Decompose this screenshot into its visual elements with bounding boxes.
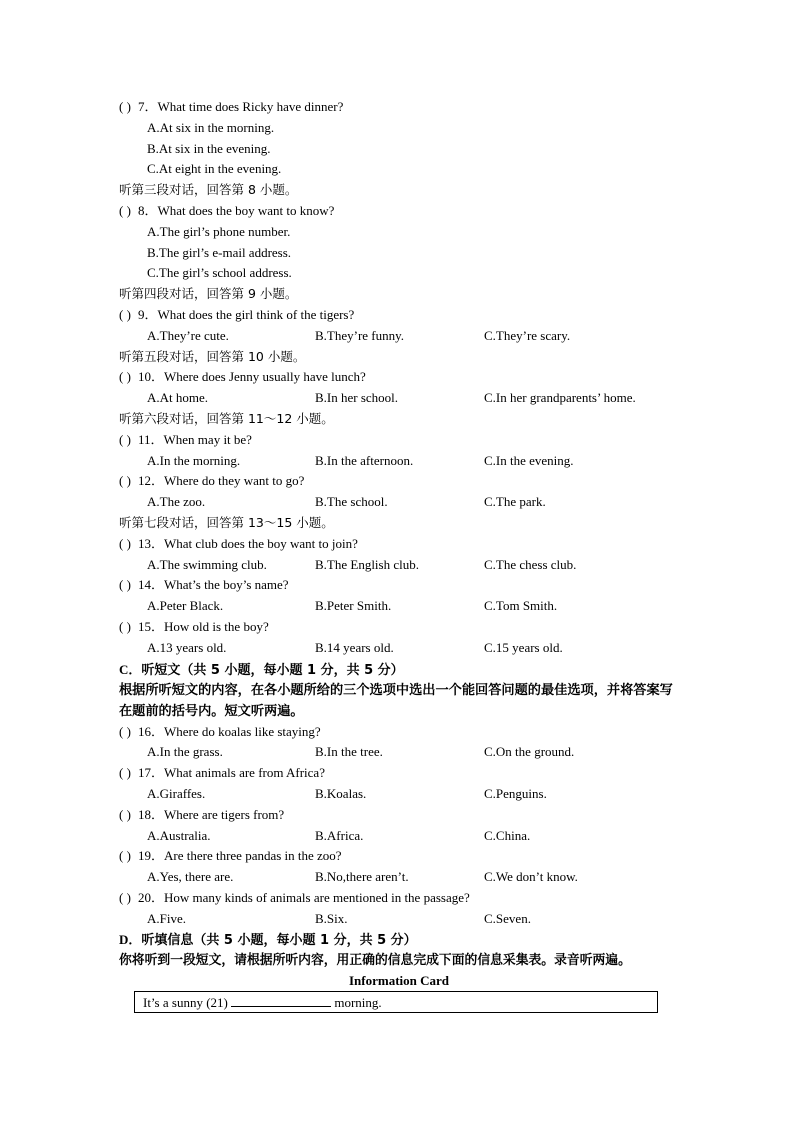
dialog-note: 听第三段对话，回答第 8 小题。 (119, 182, 298, 198)
answer-bracket[interactable]: ( ) (119, 806, 131, 822)
option-c: C.In her grandparents’ home. (484, 390, 636, 406)
question-stem: 20．How many kinds of animals are mentioned in the passage? (138, 889, 470, 905)
options-row (119, 638, 679, 659)
question-17 (119, 763, 679, 784)
option-c: C.The park. (484, 494, 546, 510)
option-c: C.Seven. (484, 910, 531, 926)
option-b: B.The school. (315, 494, 388, 510)
option-a: A.Giraffes. (147, 785, 206, 801)
option-c: C.We don’t know. (484, 869, 578, 885)
dialog-note: 听第五段对话，回答第 10 小题。 (119, 348, 306, 364)
question-7 (119, 97, 679, 118)
dialog-note: 听第六段对话，回答第 11～12 小题。 (119, 410, 334, 426)
question-9 (119, 305, 679, 326)
option-b: B.Six. (315, 910, 348, 926)
answer-bracket[interactable]: ( ) (119, 618, 131, 634)
option-c: C.In the evening. (484, 452, 574, 468)
option-b: B.In her school. (315, 390, 399, 406)
option-a: A.13 years old. (147, 639, 227, 655)
option-a: A.Five. (147, 910, 186, 926)
options-row (119, 326, 679, 347)
option-b: B.No,there aren’t. (315, 869, 409, 885)
option-a: A.Yes, there are. (147, 869, 234, 885)
answer-bracket[interactable]: ( ) (119, 473, 131, 489)
options-row (119, 492, 679, 513)
option-a: A.In the morning. (147, 452, 241, 468)
option-b: B.In the afternoon. (315, 452, 414, 468)
option-a: A.The zoo. (147, 494, 206, 510)
answer-bracket[interactable]: ( ) (119, 369, 131, 385)
question-stem: 13．What club does the boy want to join? (138, 535, 358, 551)
option-c: C.The girl’s school address. (147, 265, 292, 281)
option-c: C.The chess club. (484, 556, 577, 572)
option-c: C.15 years old. (484, 639, 563, 655)
section-c-title (119, 659, 679, 680)
option-c: C.Penguins. (484, 785, 547, 801)
question-stem: 14．What’s the boy’s name? (138, 577, 289, 593)
option-b: B.The girl’s e-mail address. (147, 244, 292, 260)
option-a: A.They’re cute. (147, 327, 229, 343)
question-15 (119, 617, 679, 638)
option-c: C.They’re scary. (484, 327, 571, 343)
option-a: A.In the grass. (147, 744, 223, 760)
section-heading: 听填信息（共 5 小题，每小题 1 分，共 5 分） (141, 933, 417, 949)
options-row (119, 784, 679, 805)
option-a: A.The girl’s phone number. (147, 223, 291, 239)
question-stem: 19．Are there three pandas in the zoo? (138, 848, 342, 864)
answer-bracket[interactable]: ( ) (119, 431, 131, 447)
answer-bracket[interactable]: ( ) (119, 202, 131, 218)
question-stem: 8．What does the boy want to know? (138, 202, 335, 218)
section-d-title (119, 929, 679, 950)
question-13 (119, 534, 679, 555)
information-card (134, 991, 658, 1013)
option-b: B.Koalas. (315, 785, 367, 801)
dialog-note: 听第四段对话，回答第 9 小题。 (119, 286, 298, 302)
options-row (119, 742, 679, 763)
answer-blank-21[interactable] (231, 994, 331, 1007)
option-c: C.China. (484, 827, 531, 843)
option-b: B.Peter Smith. (315, 598, 392, 614)
information-card-title: Information Card (348, 973, 450, 989)
section-label: D． (119, 932, 142, 948)
section-c-instruction: 根据所听短文的内容，在各小题所给的三个选项中选出一个能回答问题的最佳选项，并将答案写在题前的括号内。短文听两遍。 (119, 682, 673, 719)
options-row (119, 596, 679, 617)
option-c: C.On the ground. (484, 744, 575, 760)
answer-bracket[interactable]: ( ) (119, 306, 131, 322)
question-stem: 7．What time does Ricky have dinner? (138, 99, 344, 114)
option-b: B.14 years old. (315, 639, 394, 655)
options-row (119, 388, 679, 409)
answer-bracket[interactable]: ( ) (119, 723, 131, 739)
option-b: B.In the tree. (315, 744, 383, 760)
answer-bracket[interactable]: ( ) (119, 889, 131, 905)
card-line-suffix: morning. (331, 995, 382, 1011)
section-label: C． (119, 661, 142, 677)
options-row (119, 909, 679, 930)
option-b: B.They’re funny. (315, 327, 405, 343)
option-a: A.Peter Black. (147, 598, 224, 614)
option-b: B.Africa. (315, 827, 364, 843)
question-stem: 16．Where do koalas like staying? (138, 723, 321, 739)
options-row (119, 826, 679, 847)
question-11 (119, 430, 679, 451)
question-stem: 17．What animals are from Africa? (138, 765, 325, 781)
question-12 (119, 471, 679, 492)
question-14 (119, 575, 679, 596)
question-stem: 11．When may it be? (138, 431, 252, 447)
question-stem: 18．Where are tigers from? (138, 806, 285, 822)
question-19 (119, 846, 679, 867)
option-a: A.Australia. (147, 827, 211, 843)
answer-bracket[interactable]: ( ) (119, 99, 131, 114)
option-b: B.At six in the evening. (147, 140, 271, 156)
question-stem: 9．What does the girl think of the tigers? (138, 306, 355, 322)
question-stem: 10．Where does Jenny usually have lunch? (138, 369, 366, 385)
answer-bracket[interactable]: ( ) (119, 577, 131, 593)
question-stem: 15．How old is the boy? (138, 618, 269, 634)
options-row (119, 555, 679, 576)
question-18 (119, 805, 679, 826)
question-10 (119, 367, 679, 388)
card-line-prefix: It’s a sunny (21) (143, 995, 232, 1011)
section-heading: 听短文（共 5 小题，每小题 1 分，共 5 分） (141, 662, 404, 678)
question-8 (119, 201, 679, 222)
option-a: A.At six in the morning. (147, 119, 275, 135)
answer-bracket[interactable]: ( ) (119, 848, 131, 864)
option-c: C.At eight in the evening. (147, 161, 282, 177)
question-16 (119, 722, 679, 743)
question-stem: 12．Where do they want to go? (138, 473, 305, 489)
section-d-instruction: 你将听到一段短文，请根据所听内容，用正确的信息完成下面的信息采集表。录音听两遍。 (119, 953, 631, 969)
question-20 (119, 888, 679, 909)
exam-page (119, 97, 679, 1013)
option-a: A.At home. (147, 390, 209, 406)
option-a: A.The swimming club. (147, 556, 267, 572)
options-row (119, 867, 679, 888)
dialog-note: 听第七段对话，回答第 13～15 小题。 (119, 514, 334, 530)
answer-bracket[interactable]: ( ) (119, 765, 131, 781)
options-row (119, 451, 679, 472)
option-b: B.The English club. (315, 556, 419, 572)
option-c: C.Tom Smith. (484, 598, 558, 614)
answer-bracket[interactable]: ( ) (119, 535, 131, 551)
